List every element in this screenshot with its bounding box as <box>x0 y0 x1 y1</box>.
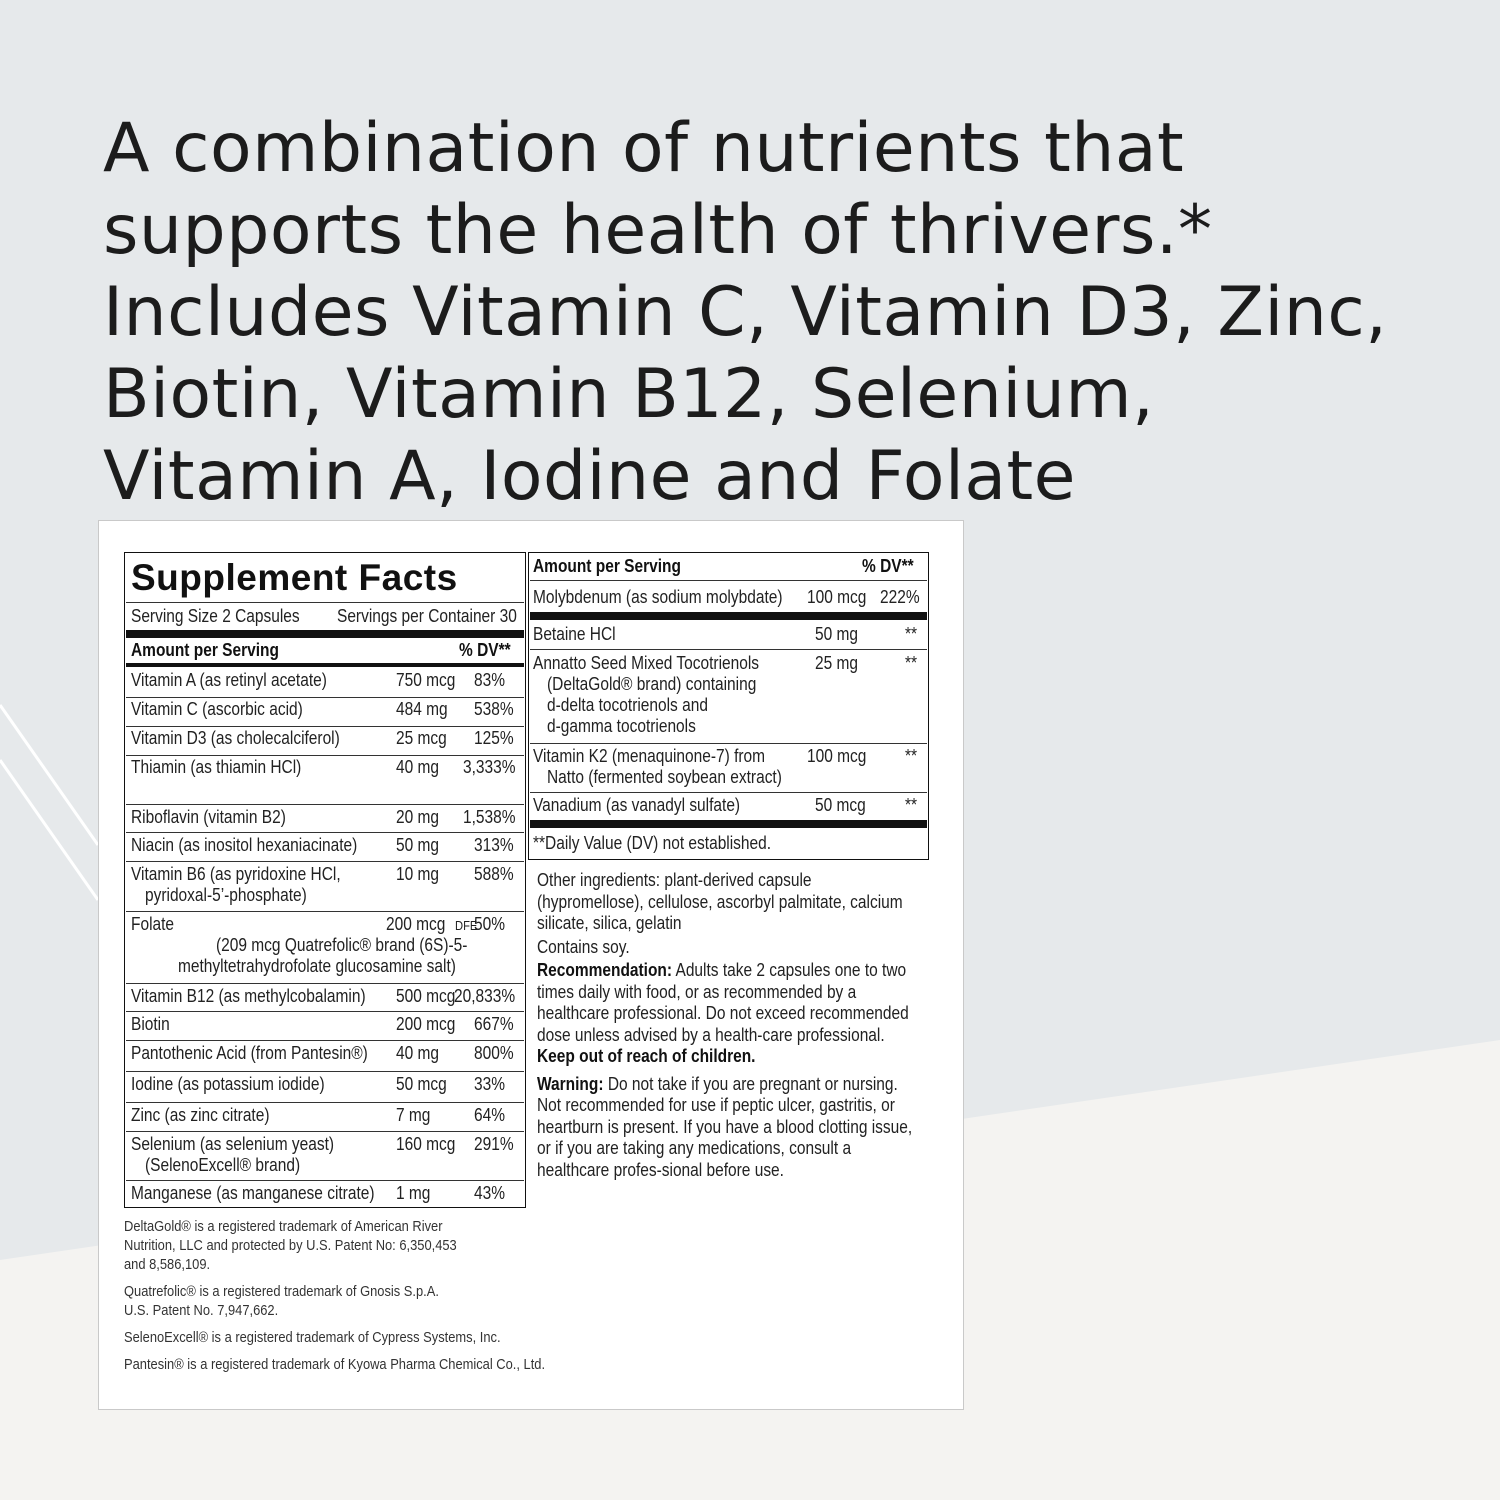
nutrient-name-text: Thiamin (as thiamin HCl) <box>131 757 302 777</box>
nutrient-name <box>131 699 331 720</box>
amount-header: Amount per Serving <box>131 640 279 660</box>
nutrient-name-text: Betaine HCl <box>533 624 616 644</box>
row-divider <box>126 1180 524 1181</box>
nutrient-amount <box>396 864 446 885</box>
nutrient-name <box>131 1105 292 1126</box>
nutrient-amount-text: 100 mcg <box>807 587 867 607</box>
warning-label: Warning: <box>537 1073 604 1094</box>
nutrient-dv-text: ** <box>905 795 918 815</box>
nutrient-amount-text: 20 mg <box>396 807 440 827</box>
row-divider <box>126 861 524 862</box>
nutrient-name-cont <box>547 767 820 788</box>
serving-size: Serving Size 2 Capsules <box>131 606 300 626</box>
nutrient-name <box>131 1074 356 1095</box>
thick-rule <box>530 612 927 620</box>
nutrient-name <box>131 1043 406 1064</box>
warning-text: Do not take if you are pregnant or nursing. Not recommended for use if peptic ulcer, gastritis, or heartburn is present. If you have a blood clotting issue, or if you are taking any medications, consult a healthcare profes-sional before use. <box>537 1073 913 1180</box>
nutrient-name-text: Manganese (as manganese citrate) <box>131 1183 375 1203</box>
divider <box>530 580 927 581</box>
nutrient-name-text: Riboflavin (vitamin B2) <box>131 807 286 827</box>
nutrient-amount-text: 484 mg <box>396 699 448 719</box>
nutrient-name <box>131 670 359 691</box>
folate-detail-text: methyltetrahydrofolate glucosamine salt) <box>178 956 456 976</box>
recommendation-label: Recommendation: <box>537 960 673 980</box>
recommendation <box>537 960 915 1068</box>
warning <box>537 1074 915 1182</box>
nutrient-dv <box>905 795 919 816</box>
recommendation-text: Adults take 2 capsules one to two times daily with food, or as recommended by a healthcare professional. Do not exceed recommended dose unless advised by a health-care professional. <box>537 960 909 1045</box>
nutrient-amount <box>386 914 455 935</box>
nutrient-name-text: Molybdenum (as sodium molybdate) <box>533 587 783 607</box>
nutrient-name-text: Annatto Seed Mixed Tocotrienols <box>533 653 760 673</box>
nutrient-dv <box>474 1105 510 1126</box>
nutrient-amount-text: 50 mg <box>815 624 859 644</box>
nutrient-dv-text: 43% <box>474 1183 505 1203</box>
supplement-facts-title: Supplement Facts <box>131 557 458 598</box>
nutrient-dv-text: 588% <box>474 864 514 884</box>
nutrient-name-text: Vitamin C (ascorbic acid) <box>131 699 303 719</box>
dv-header-right: % DV** <box>862 556 914 576</box>
nutrient-name-text: Biotin <box>131 1014 170 1034</box>
nutrient-dv <box>474 835 520 856</box>
nutrient-name-text: Zinc (as zinc citrate) <box>131 1105 270 1125</box>
nutrient-amount-text: 750 mcg <box>396 670 456 690</box>
row-divider <box>126 697 524 698</box>
nutrient-amount-text: 50 mg <box>396 835 440 855</box>
nutrient-amount <box>396 1134 465 1155</box>
nutrient-name-cont <box>547 695 734 716</box>
contains-soy: Contains soy. <box>537 936 630 957</box>
row-divider <box>126 832 524 833</box>
nutrient-name-text: Folate <box>131 914 175 934</box>
folate-detail <box>216 935 508 956</box>
nutrient-amount <box>396 807 446 828</box>
nutrient-dv <box>474 914 510 935</box>
nutrient-dv-text: ** <box>905 653 918 673</box>
folate-detail <box>178 956 501 977</box>
row-divider <box>126 1011 524 1012</box>
thick-rule <box>530 820 927 828</box>
nutrient-amount-text: 10 mg <box>396 864 440 884</box>
nutrient-amount <box>807 746 876 767</box>
nutrient-name-text: Iodine (as potassium iodide) <box>131 1074 325 1094</box>
nutrient-name-cont-text: pyridoxal-5’-phosphate) <box>145 885 307 905</box>
nutrient-amount <box>396 757 446 778</box>
row-divider <box>126 804 524 805</box>
nutrient-amount <box>396 1014 465 1035</box>
nutrient-name <box>131 1183 414 1204</box>
row-divider <box>126 983 524 984</box>
nutrient-name <box>131 757 329 778</box>
nutrient-amount-text: 25 mg <box>815 653 859 673</box>
trademark-line: Quatrefolic® is a registered trademark of Gnosis S.p.A. <box>124 1283 439 1300</box>
trademark-line: and 8,586,109. <box>124 1256 211 1273</box>
nutrient-amount-text: 160 mcg <box>396 1134 456 1154</box>
divider <box>126 602 524 603</box>
amount-header-right: Amount per Serving <box>533 556 681 576</box>
row-divider <box>126 1071 524 1072</box>
nutrient-amount <box>396 1183 436 1204</box>
amount-unit-text: DFE <box>455 918 478 933</box>
nutrient-dv-text: 800% <box>474 1043 514 1063</box>
nutrient-amount-text: 40 mg <box>396 1043 440 1063</box>
nutrient-name-text: Vitamin B12 (as methylcobalamin) <box>131 986 366 1006</box>
nutrient-dv-text: 1,538% <box>463 807 516 827</box>
nutrient-dv <box>905 653 919 674</box>
nutrient-dv-text: 50% <box>474 914 505 934</box>
nutrient-name-text: Selenium (as selenium yeast) <box>131 1134 335 1154</box>
folate-detail-text: (209 mcg Quatrefolic® brand (6S)-5- <box>216 935 468 955</box>
row-divider <box>530 649 927 650</box>
trademark-line: U.S. Patent No. 7,947,662. <box>124 1302 279 1319</box>
nutrient-name-text: Pantothenic Acid (from Pantesin®) <box>131 1043 368 1063</box>
nutrient-dv-text: 3,333% <box>463 757 516 777</box>
nutrient-dv-text: 125% <box>474 728 514 748</box>
servings-per-container: Servings per Container 30 <box>337 606 517 626</box>
nutrient-amount <box>807 587 876 608</box>
nutrient-name <box>533 653 796 674</box>
nutrient-name-cont <box>547 716 720 737</box>
nutrient-name-text: Vitamin K2 (menaquinone-7) from <box>533 746 766 766</box>
nutrient-amount <box>396 670 465 691</box>
nutrient-dv-text: 64% <box>474 1105 505 1125</box>
row-divider <box>530 792 927 793</box>
nutrient-amount <box>815 653 865 674</box>
nutrient-amount <box>815 795 874 816</box>
nutrient-name <box>533 746 803 767</box>
nutrient-dv <box>463 807 524 828</box>
nutrient-name-cont-text: Natto (fermented soybean extract) <box>547 767 782 787</box>
row-divider <box>126 726 524 727</box>
nutrient-dv-text: 20,833% <box>454 986 516 1006</box>
nutrient-name-cont-text: (DeltaGold® brand) containing <box>547 674 757 694</box>
nutrient-amount <box>396 1043 446 1064</box>
nutrient-amount-text: 200 mcg <box>386 914 446 934</box>
nutrient-dv-text: 291% <box>474 1134 514 1154</box>
nutrient-dv <box>474 864 520 885</box>
nutrient-name <box>533 624 629 645</box>
nutrient-name-text: Niacin (as inositol hexaniacinate) <box>131 835 358 855</box>
nutrient-amount-text: 40 mg <box>396 757 440 777</box>
nutrient-name <box>131 728 374 749</box>
nutrient-dv <box>463 757 524 778</box>
nutrient-name-cont-text: d-delta tocotrienols and <box>547 695 708 715</box>
nutrient-amount-text: 100 mcg <box>807 746 867 766</box>
nutrient-amount <box>396 1105 436 1126</box>
nutrient-name <box>533 795 774 816</box>
nutrient-amount <box>396 1074 455 1095</box>
diagonal-line-2 <box>0 705 98 845</box>
nutrient-name-cont <box>145 885 333 906</box>
nutrient-amount-text: 500 mcg <box>396 986 456 1006</box>
nutrient-name <box>131 986 404 1007</box>
nutrient-amount <box>815 624 865 645</box>
trademark-line: Nutrition, LLC and protected by U.S. Patent No: 6,350,453 <box>124 1237 457 1254</box>
nutrient-name-text: Vanadium (as vanadyl sulfate) <box>533 795 741 815</box>
nutrient-name <box>131 835 394 856</box>
nutrient-amount <box>396 835 446 856</box>
nutrient-dv-text: 33% <box>474 1074 505 1094</box>
trademark-line: Pantesin® is a registered trademark of Kyowa Pharma Chemical Co., Ltd. <box>124 1356 546 1373</box>
nutrient-name <box>131 864 375 885</box>
trademark-line: DeltaGold® is a registered trademark of American River <box>124 1218 443 1235</box>
nutrient-name-text: Vitamin D3 (as cholecalciferol) <box>131 728 340 748</box>
diagonal-line-1 <box>0 760 98 900</box>
nutrient-amount <box>396 699 456 720</box>
nutrient-dv-text: 667% <box>474 1014 514 1034</box>
nutrient-dv-text: 538% <box>474 699 514 719</box>
nutrient-dv-text: ** <box>905 746 918 766</box>
nutrient-name-cont-text: d-gamma tocotrienols <box>547 716 696 736</box>
nutrient-name-cont <box>145 1155 325 1176</box>
nutrient-dv <box>474 670 510 691</box>
nutrient-amount-text: 50 mcg <box>815 795 866 815</box>
nutrient-dv <box>474 699 520 720</box>
nutrient-amount-text: 200 mcg <box>396 1014 456 1034</box>
nutrient-dv <box>474 1043 520 1064</box>
nutrient-amount <box>396 728 455 749</box>
nutrient-dv-text: 83% <box>474 670 505 690</box>
row-divider <box>126 1040 524 1041</box>
nutrient-name <box>533 587 823 608</box>
row-divider <box>126 755 524 756</box>
nutrient-amount-text: 50 mcg <box>396 1074 447 1094</box>
row-divider <box>126 1102 524 1103</box>
nutrient-name-cont-text: (SelenoExcell® brand) <box>145 1155 301 1175</box>
nutrient-name <box>131 1014 176 1035</box>
nutrient-dv <box>474 728 520 749</box>
thick-rule <box>126 630 524 638</box>
nutrient-dv <box>474 1183 510 1204</box>
nutrient-amount-text: 7 mg <box>396 1105 431 1125</box>
nutrient-name <box>131 807 311 828</box>
dv-header: % DV** <box>459 640 511 660</box>
row-divider <box>126 1131 524 1132</box>
medium-rule <box>126 663 524 667</box>
nutrient-dv <box>905 624 919 645</box>
other-ingredients: Other ingredients: plant-derived capsule (hypromellose), cellulose, ascorbyl palmitate, calcium silicate, silica, gelatin <box>537 870 903 933</box>
headline: A combination of nutrients that supports the health of thrivers.* Includes Vitamin C, Vitamin D3, Zinc, Biotin, Vitamin B12, Selenium, Vitamin A, Iodine and Folate <box>103 109 1388 516</box>
row-divider <box>126 911 524 912</box>
other-ingredients-block <box>537 870 915 1181</box>
nutrient-name-cont <box>547 674 790 695</box>
nutrient-dv <box>474 1074 510 1095</box>
nutrient-dv-text: 222% <box>880 587 920 607</box>
nutrient-dv <box>474 1134 520 1155</box>
trademark-line: SelenoExcell® is a registered trademark of Cypress Systems, Inc. <box>124 1329 501 1346</box>
nutrient-name <box>131 1134 367 1155</box>
nutrient-amount-text: 25 mcg <box>396 728 447 748</box>
nutrient-name-text: Vitamin A (as retinyl acetate) <box>131 670 327 690</box>
nutrient-dv <box>880 587 926 608</box>
keep-out-warning: Keep out of reach of children. <box>537 1046 756 1066</box>
nutrient-dv-text: 313% <box>474 835 514 855</box>
nutrient-dv-text: ** <box>905 624 918 644</box>
row-divider <box>530 743 927 744</box>
nutrient-dv <box>905 746 919 767</box>
nutrient-name <box>131 914 181 935</box>
nutrient-dv <box>474 1014 520 1035</box>
nutrient-amount-text: 1 mg <box>396 1183 431 1203</box>
dv-footnote: **Daily Value (DV) not established. <box>533 833 772 853</box>
nutrient-dv <box>454 986 525 1007</box>
nutrient-name-text: Vitamin B6 (as pyridoxine HCl, <box>131 864 341 884</box>
